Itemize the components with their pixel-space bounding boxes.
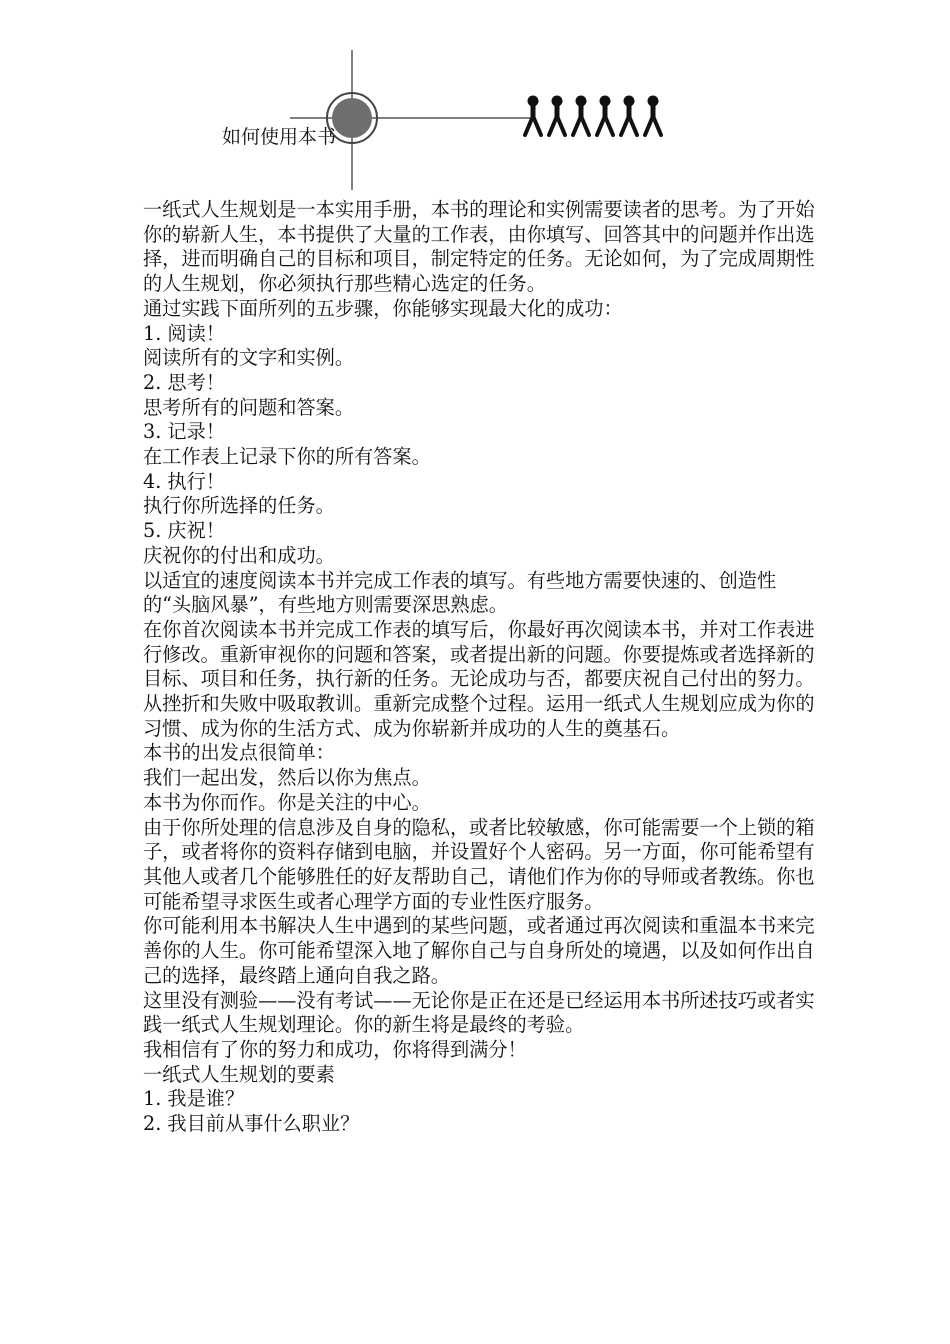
step-description: 庆祝你的付出和成功。 bbox=[143, 543, 335, 567]
person-icon bbox=[573, 96, 589, 135]
header-graphic bbox=[0, 0, 950, 200]
paragraph: 以适宜的速度阅读本书并完成工作表的填写。有些地方需要快速的、创造性的“头脑风暴”，有些地方则需要深思熟虑。 bbox=[143, 568, 777, 617]
step-heading: 4. 执行！ bbox=[143, 469, 225, 493]
step-heading: 3. 记录！ bbox=[143, 420, 225, 444]
list-item: 1. 我是谁？ bbox=[143, 1087, 245, 1111]
step-heading: 5. 庆祝！ bbox=[143, 519, 225, 543]
person-icon bbox=[621, 96, 637, 135]
person-icon bbox=[597, 96, 613, 135]
paragraph: 这里没有测验——没有考试——无论你是正在还是已经运用本书所述技巧或者实践一纸式人生规划理论。你的新生将是最终的考验。 bbox=[143, 988, 815, 1037]
paragraph: 你可能利用本书解决人生中遇到的某些问题，或者通过再次阅读和重温本书来完善你的人生。你可能希望深入地了解你自己与自身所处的境遇，以及如何作出自己的选择，最终踏上通向自我之路。 bbox=[143, 914, 815, 987]
body-text bbox=[143, 198, 823, 1137]
paragraph: 我相信有了你的努力和成功，你将得到满分！ bbox=[143, 1037, 527, 1061]
disc-decoration bbox=[332, 98, 372, 138]
step-description: 阅读所有的文字和实例。 bbox=[143, 346, 355, 370]
people-icons bbox=[525, 96, 661, 135]
step-description: 思考所有的问题和答案。 bbox=[143, 395, 355, 419]
section-heading: 一纸式人生规划的要素 bbox=[143, 1062, 335, 1086]
paragraph: 本书的出发点很简单： bbox=[143, 741, 335, 765]
step-description: 在工作表上记录下你的所有答案。 bbox=[143, 445, 431, 469]
paragraph: 在你首次阅读本书并完成工作表的填写后，你最好再次阅读本书，并对工作表进行修改。重新审视你的问题和答案，或者提出新的问题。你要提炼或者选择新的目标、项目和任务，执行新的任务。无论成功与否，都要庆祝自己付出的努力。从挫折和失败中吸取教训。重新完成整个过程。运用一纸式人生规划应成为你的习惯、成为你的生活方式、成为你崭新并成功的人生的奠基石。 bbox=[143, 617, 815, 740]
paragraph: 本书为你而作。你是关注的中心。 bbox=[143, 790, 431, 814]
paragraph: 由于你所处理的信息涉及自身的隐私，或者比较敏感，你可能需要一个上锁的箱子，或者将你的资料存储到电脑，并设置好个人密码。另一方面，你可能希望有其他人或者几个能够胜任的好友帮助自己，请他们作为你的导师或者教练。你也可能希望寻求医生或者心理学方面的专业性医疗服务。 bbox=[143, 815, 815, 913]
paragraph: 我们一起出发，然后以你为焦点。 bbox=[143, 766, 431, 790]
step-heading: 1. 阅读！ bbox=[143, 321, 225, 345]
chapter-title: 如何使用本书 bbox=[222, 126, 337, 148]
paragraph: 一纸式人生规划是一本实用手册，本书的理论和实例需要读者的思考。为了开始你的崭新人生，本书提供了大量的工作表，由你填写、回答其中的问题并作出选择，进而明确自己的目标和项目，制定特定的任务。无论如何，为了完成周期性的人生规划，你必须执行那些精心选定的任务。 bbox=[143, 198, 815, 296]
person-icon bbox=[525, 96, 541, 135]
list-item: 2. 我目前从事什么职业？ bbox=[143, 1112, 360, 1136]
person-icon bbox=[645, 96, 661, 135]
person-icon bbox=[549, 96, 565, 135]
step-description: 执行你所选择的任务。 bbox=[143, 494, 335, 518]
step-heading: 2. 思考！ bbox=[143, 370, 225, 394]
paragraph: 通过实践下面所列的五步骤，你能够实现最大化的成功： bbox=[143, 296, 623, 320]
